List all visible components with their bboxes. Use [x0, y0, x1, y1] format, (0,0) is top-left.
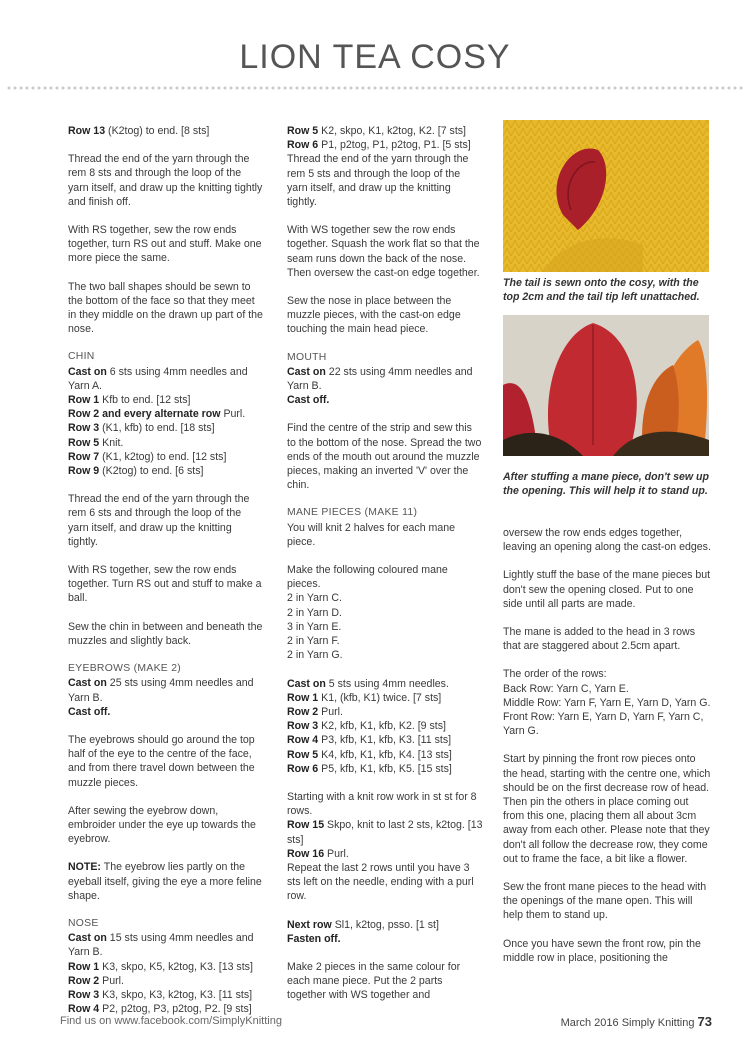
instruction-label: NOTE:: [68, 861, 101, 874]
instruction-label: Next row: [287, 918, 332, 931]
instruction-label: Row 1: [68, 960, 100, 973]
text-block: [287, 960, 483, 1003]
instruction-text: (K1, k2tog) to end. [12 sts]: [99, 450, 227, 463]
instruction-label: Row 1: [287, 691, 319, 704]
instruction-label: Cast off.: [68, 705, 111, 718]
text-block: [503, 937, 711, 965]
instruction-line: [287, 620, 483, 634]
column-3-text: [503, 526, 711, 979]
instruction-text: K4, kfb, K1, kfb, K4. [13 sts]: [318, 748, 452, 761]
instruction-text: (K2tog) to end. [6 sts]: [99, 465, 204, 478]
instruction-label: Row 15: [287, 819, 325, 832]
instruction-label: Row 16: [287, 847, 325, 860]
instruction-label: Row 3: [68, 988, 100, 1001]
instruction-line: [287, 648, 483, 662]
paragraph-text: With RS together, sew the row ends together. Turn RS out and stuff to make a ball.: [68, 564, 262, 605]
instruction-text: 2 in Yarn D.: [287, 606, 342, 619]
text-block: [68, 676, 264, 719]
text-block: [287, 677, 483, 776]
instruction-text: P3, kfb, K1, kfb, K3. [11 sts]: [318, 734, 452, 747]
instruction-label: Cast on: [68, 932, 107, 945]
instruction-text: Thread the end of the yarn through the rem 5 sts and through the loop of the yarn itself, and draw up the knitting tightly.: [287, 153, 469, 209]
text-block: [287, 223, 483, 280]
instruction-text: K2, skpo, K1, k2tog, K2. [7 sts]: [318, 125, 467, 137]
instruction-text: Purl.: [220, 408, 246, 421]
text-block: [68, 860, 264, 903]
text-block: [68, 620, 264, 648]
instruction-text: K1, (kfb, K1) twice. [7 sts]: [318, 691, 442, 704]
instruction-line: [287, 762, 483, 776]
instruction-line: [287, 932, 483, 946]
instruction-text: Sl1, k2tog, psso. [1 st]: [331, 918, 439, 931]
instruction-label: Fasten off.: [287, 932, 341, 945]
instruction-label: Row 3: [287, 720, 319, 733]
paragraph-text: Sew the chin in between and beneath the muzzles and slightly back.: [68, 620, 263, 647]
instruction-text: Purl.: [99, 974, 124, 987]
instruction-line: [287, 563, 483, 591]
instruction-text: 25 sts using 4mm needles and Yarn B.: [68, 677, 254, 704]
instruction-label: Row 5: [287, 125, 319, 137]
text-block: [287, 563, 483, 662]
instruction-line: [287, 733, 483, 747]
text-block: [68, 931, 264, 1016]
instruction-text: Purl.: [324, 847, 349, 860]
instruction-line: [287, 138, 483, 152]
instruction-label: Row 6: [287, 762, 319, 775]
instruction-text: P1, p2tog, P1, p2tog, P1. [5 sts]: [318, 139, 471, 152]
instruction-label: Row 9: [68, 465, 100, 478]
instruction-line: [68, 450, 264, 464]
instruction-line: [68, 988, 264, 1002]
paragraph-text: Sew the nose in place between the muzzle pieces, with the cast-on edge touching the main head piece.: [287, 295, 461, 336]
instruction-line: [503, 682, 711, 696]
instruction-line: [68, 436, 264, 450]
paragraph-text: Thread the end of the yarn through the rem 8 sts and through the loop of the yarn itself, and draw up the knitting tightly and finish off.: [68, 153, 263, 208]
text-block: [503, 752, 711, 866]
mane-caption: After stuffing a mane piece, don't sew up the opening. This will help it to stand up.: [503, 471, 709, 498]
instruction-text: Back Row: Yarn C, Yarn E.: [503, 682, 629, 695]
text-block: [287, 294, 483, 337]
instruction-label: Row 2: [68, 974, 100, 987]
section-heading-text: CHIN: [68, 351, 95, 363]
text-block: [68, 733, 264, 790]
instruction-line: [287, 918, 483, 932]
instruction-label: Row 6: [287, 139, 319, 152]
text-block: [68, 492, 264, 549]
instruction-text: 2 in Yarn F.: [287, 635, 340, 648]
paragraph-text: Sew the front mane pieces to the head with the openings of the mane open. This will help them to stand up.: [503, 881, 707, 922]
instruction-text: Front Row: Yarn E, Yarn D, Yarn F, Yarn C, Yarn G.: [503, 711, 704, 738]
paragraph-text: With WS together sew the row ends together. Squash the work flat so that the seam runs down the back of the nose. Then oversew the cast-on edge together.: [287, 224, 480, 279]
instruction-line: [68, 407, 264, 421]
section-heading: [287, 351, 483, 365]
section-heading: [68, 917, 264, 931]
text-block: [68, 124, 264, 138]
instruction-label: Row 4: [287, 734, 319, 747]
section-heading-text: MOUTH: [287, 351, 327, 363]
text-block: [68, 280, 264, 337]
paragraph-text: With RS together, sew the row ends together, turn RS out and stuff. Make one more piece the same.: [68, 224, 262, 265]
paragraph-text: The mane is added to the head in 3 rows that are staggered about 2.5cm apart.: [503, 626, 695, 653]
instruction-line: [287, 124, 483, 138]
dotted-divider: [6, 86, 744, 90]
instruction-text: The order of the rows:: [503, 668, 607, 681]
paragraph-text: After sewing the eyebrow down, embroider under the eye up towards the eyebrow.: [68, 804, 256, 846]
instruction-line: [287, 634, 483, 648]
instruction-text: Middle Row: Yarn F, Yarn E, Yarn D, Yarn G.: [503, 696, 711, 709]
instruction-text: 6 sts using 4mm needles and Yarn A.: [68, 365, 248, 392]
section-heading: [68, 662, 264, 676]
instruction-label: Row 13: [68, 125, 106, 137]
instruction-line: [503, 667, 711, 681]
footer-facebook-link[interactable]: Find us on www.facebook.com/SimplyKnitting: [60, 1015, 282, 1027]
text-block: [503, 880, 711, 923]
instruction-label: Cast on: [68, 677, 107, 690]
instruction-line: [287, 790, 483, 818]
text-block: [503, 568, 711, 611]
instruction-text: Purl.: [318, 705, 343, 718]
instruction-text: Knit.: [99, 436, 124, 449]
instruction-label: Row 4: [68, 1003, 100, 1016]
paragraph-text: Lightly stuff the base of the mane pieces but don't sew the opening closed. Put to one side until all parts are made.: [503, 569, 711, 610]
instruction-line: [287, 591, 483, 605]
text-block: [68, 365, 264, 479]
paragraph-text: (K2tog) to end. [8 sts]: [105, 125, 210, 137]
instruction-text: Skpo, knit to last 2 sts, k2tog. [13 sts]: [287, 819, 483, 846]
instruction-line: [68, 421, 264, 435]
text-block: [68, 152, 264, 209]
instruction-line: [68, 393, 264, 407]
instruction-line: [287, 719, 483, 733]
tail-caption: The tail is sewn onto the cosy, with the top 2cm and the tail tip left unattached.: [503, 277, 700, 304]
tail-photo: [503, 120, 709, 272]
column-1: [68, 124, 264, 1030]
instruction-line: [287, 393, 483, 407]
instruction-text: K3, skpo, K3, k2tog, K3. [11 sts]: [99, 988, 253, 1001]
instruction-text: (K1, kfb) to end. [18 sts]: [99, 422, 215, 435]
text-block: [287, 421, 483, 492]
mane-photo: [503, 315, 709, 456]
text-block: [287, 521, 483, 549]
instruction-text: Starting with a knit row work in st st for 8 rows.: [287, 790, 477, 818]
instruction-text: 15 sts using 4mm needles and Yarn B.: [68, 932, 254, 959]
instruction-label: Cast on: [287, 365, 326, 378]
instruction-text: 3 in Yarn E.: [287, 620, 342, 633]
instruction-label: Row 2: [287, 705, 319, 718]
instruction-label: Row 2 and every alternate row: [68, 408, 221, 421]
instruction-line: [287, 677, 483, 691]
section-heading: [287, 506, 483, 520]
instruction-line: [503, 710, 711, 738]
paragraph-text: Thread the end of the yarn through the rem 6 sts and through the loop of the yarn itself, and draw up the knitting tightly.: [68, 493, 250, 548]
instruction-line: [68, 705, 264, 719]
text-block: [287, 918, 483, 946]
instruction-text: Kfb to end. [12 sts]: [99, 394, 191, 407]
instruction-line: [287, 152, 483, 209]
instruction-line: [68, 365, 264, 393]
instruction-line: [68, 960, 264, 974]
instruction-label: Row 3: [68, 422, 100, 435]
text-block: [503, 526, 711, 554]
paragraph-text: Start by pinning the front row pieces onto the head, starting with the centre one, which should be on the first decrease row of head. Then pin the others in place coming out from this one, placing them all about 3cm away from each other. Please note that they don't all follow the decrease row, they come out to frame the face, a bit like a flower.: [503, 753, 711, 865]
footer-issue-text: March 2016 Simply Knitting: [560, 1017, 695, 1029]
instruction-line: [287, 606, 483, 620]
instruction-line: [68, 974, 264, 988]
instruction-text: K3, skpo, K5, k2tog, K3. [13 sts]: [99, 960, 253, 973]
instruction-line: [503, 696, 711, 710]
text-block: [287, 124, 483, 209]
text-block: [287, 365, 483, 408]
section-heading-text: EYEBROWS (MAKE 2): [68, 663, 182, 675]
paragraph-text: The eyebrow lies partly on the eyeball itself, giving the eye a more feline shape.: [68, 861, 262, 902]
instruction-line: [287, 861, 483, 904]
text-block: [503, 667, 711, 738]
section-heading: [68, 350, 264, 364]
instruction-label: Cast on: [68, 365, 107, 378]
instruction-line: [287, 691, 483, 705]
instruction-label: Row 1: [68, 394, 100, 407]
instruction-text: You will knit 2 halves for each mane piece.: [287, 521, 456, 548]
paragraph-text: Find the centre of the strip and sew this to the bottom of the nose. Spread the two ends of the mouth out around the muzzle pieces, making an inverted 'V' over the chin.: [287, 422, 482, 492]
text-block: [503, 625, 711, 653]
instruction-line: [68, 931, 264, 959]
instruction-text: P5, kfb, K1, kfb, K5. [15 sts]: [318, 762, 452, 775]
instruction-line: [287, 748, 483, 762]
section-heading-text: NOSE: [68, 917, 99, 929]
instruction-text: K2, kfb, K1, kfb, K2. [9 sts]: [318, 720, 446, 733]
instruction-text: 22 sts using 4mm needles and Yarn B.: [287, 365, 473, 393]
paragraph-text: oversew the row ends edges together, leaving an opening along the cast-on edges.: [503, 527, 711, 554]
text-block: [287, 790, 483, 904]
instruction-line: [287, 521, 483, 549]
instruction-text: P2, p2tog, P3, p2tog, P2. [9 sts]: [99, 1003, 252, 1016]
instruction-text: Make the following coloured mane pieces.: [287, 564, 448, 591]
instruction-text: 2 in Yarn G.: [287, 649, 343, 662]
section-heading-text: MANE PIECES (MAKE 11): [287, 507, 418, 519]
instruction-text: 2 in Yarn C.: [287, 592, 342, 605]
instruction-line: [287, 847, 483, 861]
paragraph-text: The eyebrows should go around the top half of the eye to the centre of the face, and from there travel down between the muzzle pieces.: [68, 733, 255, 789]
instruction-line: [287, 705, 483, 719]
page-number: 73: [697, 1014, 712, 1029]
instruction-line: [287, 365, 483, 393]
column-2: [287, 124, 483, 1017]
instruction-label: Row 5: [68, 436, 100, 449]
instruction-text: Repeat the last 2 rows until you have 3 sts left on the needle, ending with a purl row.: [287, 861, 474, 903]
page-title: LION TEA COSY: [239, 38, 511, 76]
instruction-label: Cast off.: [287, 394, 330, 407]
instruction-line: [68, 676, 264, 704]
instruction-line: [68, 464, 264, 478]
text-block: [68, 223, 264, 266]
instruction-label: Row 5: [287, 748, 319, 761]
paragraph-text: Make 2 pieces in the same colour for each mane piece. Put the 2 parts together with WS together and: [287, 960, 461, 1002]
text-block: [68, 804, 264, 847]
instruction-line: [287, 818, 483, 846]
text-block: [68, 563, 264, 606]
paragraph-text: The two ball shapes should be sewn to the bottom of the face so that they meet in they middle on the drawn up part of the nose.: [68, 280, 263, 336]
paragraph-text: Once you have sewn the front row, pin the middle row in place, positioning the: [503, 937, 701, 964]
instruction-label: Row 7: [68, 450, 100, 463]
instruction-label: Cast on: [287, 677, 326, 690]
instruction-text: 5 sts using 4mm needles.: [325, 677, 449, 690]
footer-issue: [561, 1014, 712, 1029]
